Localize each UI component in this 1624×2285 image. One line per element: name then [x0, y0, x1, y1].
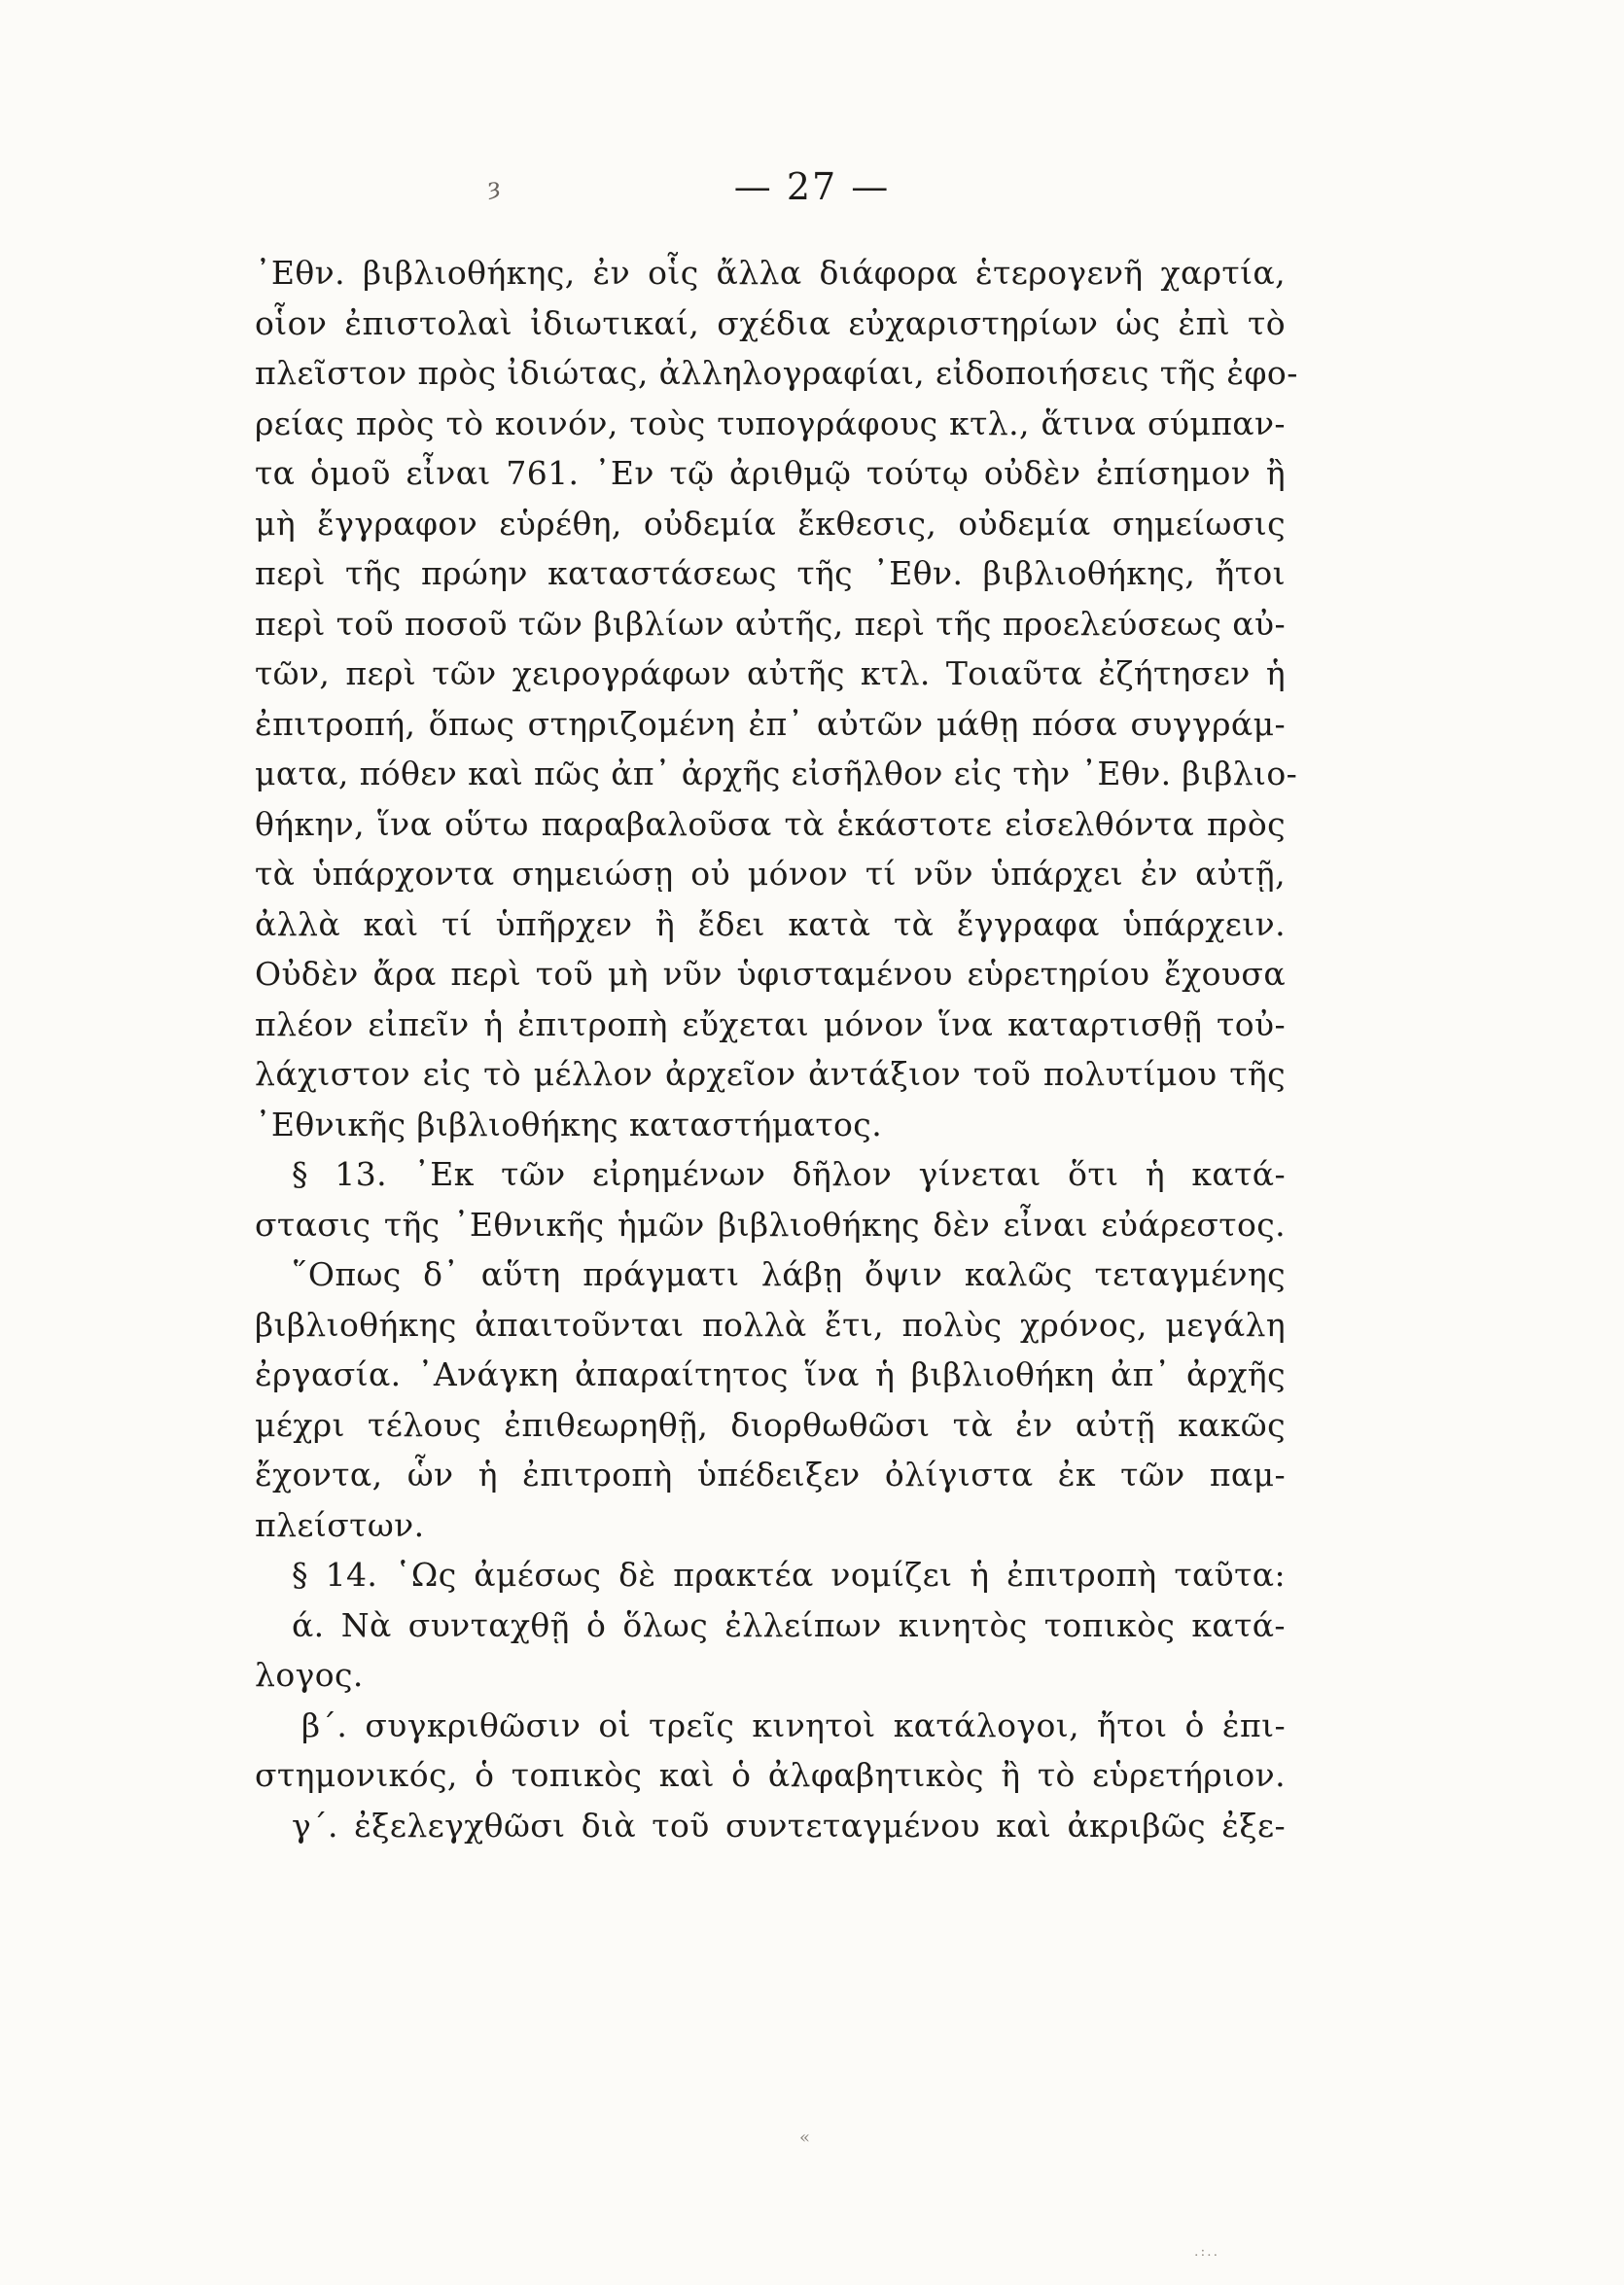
text-line: περὶ τῆς πρώην καταστάσεως τῆς ᾿Εθν. βιβλιοθήκης, ἤτοι	[255, 554, 1286, 592]
text-line: οἷον ἐπιστολαὶ ἰδιωτικαί, σχέδια εὐχαριστηρίων ὡς ἐπὶ τὸ	[255, 303, 1286, 342]
section-13-heading-line: § 13. ᾿Εκ τῶν εἰρημένων δῆλον γίνεται ὅτι ἡ κατά-	[292, 1155, 1286, 1193]
text-line: μέχρι τέλους ἐπιθεωρηθῇ, διορθωθῶσι τὰ ἐν αὐτῇ κακῶς	[255, 1405, 1286, 1444]
list-item-c: γ΄. ἐξελεγχθῶσι διὰ τοῦ συντεταγμένου καὶ ἀκριβῶς ἐξε-	[292, 1806, 1286, 1845]
text-line: μὴ ἔγγραφον εὑρέθη, οὐδεμία ἔκθεσις, οὐδεμία σημείωσις	[255, 504, 1286, 543]
text-line: ἀλλὰ καὶ τί ὑπῆρχεν ἢ ἔδει κατὰ τὰ ἔγγραφα ὑπάρχειν.	[255, 904, 1286, 943]
text-line: Οὐδὲν ἄρα περὶ τοῦ μὴ νῦν ὑφισταμένου εὑρετηρίου ἔχουσα	[255, 955, 1286, 993]
text-line: στασις τῆς ᾿Εθνικῆς ἡμῶν βιβλιοθήκης δὲν εἶναι εὐάρεστος.	[255, 1205, 1286, 1244]
margin-ink-mark: ȝ	[488, 173, 501, 200]
text-line: πλείστων.	[255, 1505, 425, 1544]
section-14-heading-line: § 14. ῾Ως ἀμέσως δὲ πρακτέα νομίζει ἡ ἐπιτροπὴ ταῦτα:	[292, 1556, 1286, 1594]
list-item-b: β΄. συγκριθῶσιν οἱ τρεῖς κινητοὶ κατάλογοι, ἤτοι ὁ ἐπι-	[301, 1705, 1286, 1744]
text-line: ἔχοντα, ὧν ἡ ἐπιτροπὴ ὑπέδειξεν ὀλίγιστα ἐκ τῶν παμ-	[255, 1456, 1286, 1494]
stray-ink-mark: «	[799, 2127, 811, 2148]
text-line: ᾿Εθνικῆς βιβλιοθήκης καταστήματος.	[255, 1105, 883, 1143]
body-text	[255, 248, 1298, 1850]
corner-smudge: .:..	[1194, 2244, 1220, 2260]
text-line: πλεῖστον πρὸς ἰδιώτας, ἀλληλογραφίαι, εἰδοποιήσεις τῆς ἐφο-	[255, 354, 1298, 392]
text-line: ματα, πόθεν καὶ πῶς ἀπ᾿ ἀρχῆς εἰσῆλθον εἰς τὴν ᾿Εθν. βιβλιο-	[255, 755, 1298, 792]
text-line: ἐργασία. ᾿Ανάγκη ἀπαραίτητος ἵνα ἡ βιβλιοθήκη ἀπ᾿ ἀρχῆς	[255, 1355, 1286, 1393]
text-line: τα ὁμοῦ εἶναι 761. ᾿Εν τῷ ἀριθμῷ τούτῳ οὐδὲν ἐπίσημον ἢ	[255, 454, 1286, 492]
list-item-a: ά. Νὰ συνταχθῇ ὁ ὅλως ἐλλείπων κινητὸς τοπικὸς κατά-	[292, 1605, 1286, 1644]
text-line: βιβλιοθήκης ἀπαιτοῦνται πολλὰ ἔτι, πολὺς χρόνος, μεγάλη	[255, 1305, 1286, 1344]
text-line: τῶν, περὶ τῶν χειρογράφων αὐτῆς κτλ. Τοιαῦτα ἐζήτησεν ἡ	[255, 654, 1286, 692]
text-line: τὰ ὑπάρχοντα σημειώσῃ οὐ μόνον τί νῦν ὑπάρχει ἐν αὐτῇ,	[255, 855, 1286, 893]
text-line: λογος.	[255, 1656, 364, 1694]
text-line: λάχιστον εἰς τὸ μέλλον ἀρχεῖον ἀντάξιον τοῦ πολυτίμου τῆς	[255, 1055, 1286, 1093]
page-number: — 27 —	[733, 165, 891, 208]
text-line: ρείας πρὸς τὸ κοινόν, τοὺς τυπογράφους κτλ., ἅτινα σύμπαν-	[255, 404, 1286, 442]
text-line: ἐπιτροπή, ὅπως στηριζομένη ἐπ᾿ αὐτῶν μάθῃ πόσα συγγράμ-	[255, 704, 1286, 743]
text-line: πλέον εἰπεῖν ἡ ἐπιτροπὴ εὔχεται μόνον ἵνα καταρτισθῇ τοὐ-	[255, 1004, 1286, 1043]
text-line: θήκην, ἵνα οὕτω παραβαλοῦσα τὰ ἑκάστοτε εἰσελθόντα πρὸς	[255, 804, 1286, 843]
text-line: ῞Οπως δ᾿ αὕτη πράγματι λάβῃ ὄψιν καλῶς τεταγμένης	[292, 1255, 1286, 1293]
text-line: ᾿Εθν. βιβλιοθήκης, ἐν οἷς ἄλλα διάφορα ἑτερογενῆ χαρτία,	[255, 254, 1286, 292]
text-line: περὶ τοῦ ποσοῦ τῶν βιβλίων αὐτῆς, περὶ τῆς προελεύσεως αὐ-	[255, 604, 1286, 643]
text-line: στημονικός, ὁ τοπικὸς καὶ ὁ ἀλφαβητικὸς ἢ τὸ εὑρετήριον.	[255, 1756, 1286, 1794]
